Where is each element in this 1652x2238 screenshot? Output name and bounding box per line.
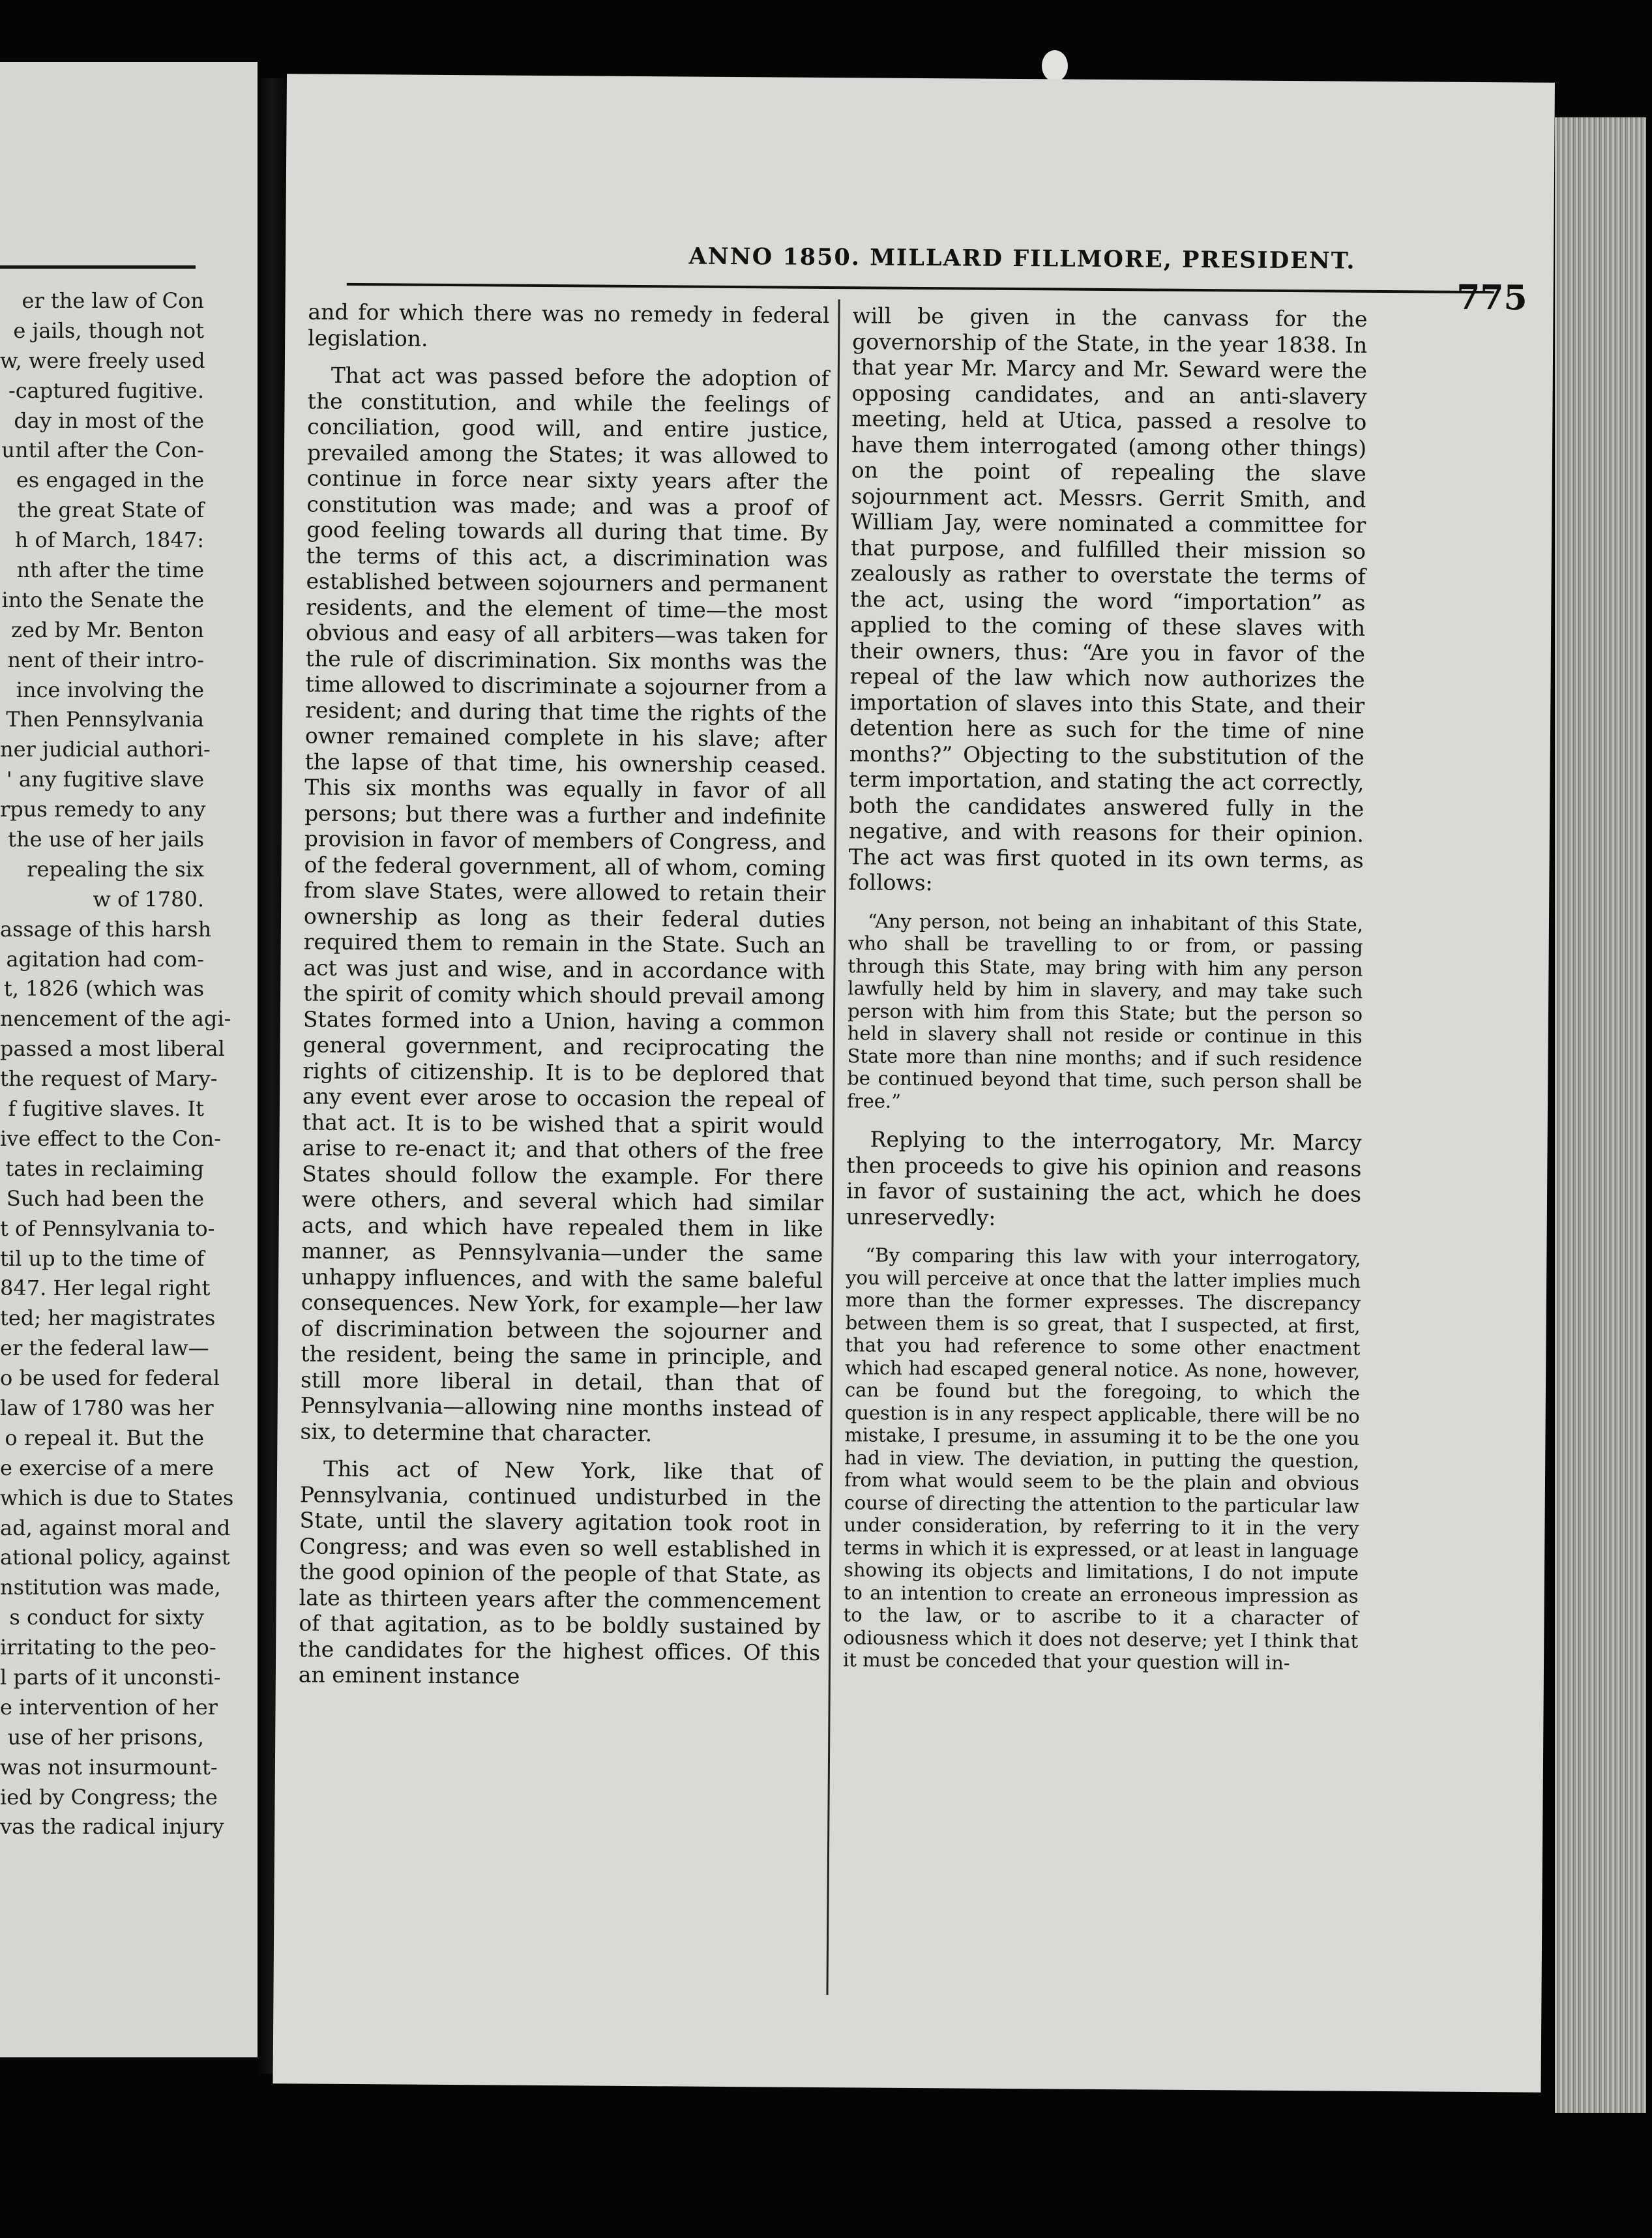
- page-number: 775: [1456, 277, 1527, 318]
- left-page-line: ad, against moral and: [0, 1515, 231, 1540]
- text-column-right: [843, 303, 1368, 1689]
- left-page-line: l parts of it unconsti-: [0, 1664, 221, 1690]
- left-page-line: rpus remedy to any: [0, 797, 206, 822]
- left-page-line: o repeal it. But the: [5, 1425, 204, 1450]
- left-page-line: which is due to States: [0, 1485, 234, 1510]
- left-page-fragment: [0, 62, 258, 2057]
- left-page-line: the request of Mary-: [0, 1066, 218, 1092]
- text-column-left: [299, 299, 830, 1691]
- left-page-line: w, were freely used: [0, 348, 205, 373]
- left-page-line: assage of this harsh: [0, 916, 212, 942]
- left-page-line: repealing the six: [27, 856, 204, 882]
- left-page-line: use of her prisons,: [7, 1724, 204, 1750]
- left-page-line: es engaged in the: [16, 468, 204, 493]
- block-quote: “By comparing this law with your interrogatory, you will perceive at once that the latter implies much more than the former expresses. The discrepancy between them is so great, that I suspected, at first, that you had reference to some other enactment which had escaped general notice. As none, however, can be found but the foregoing, to which the question is in any respect applicable, there will be no mistake, I presume, in assuming it to be the one you had in view. The deviation, in putting the question, from what would seem to be the plain and obvious course of directing the attention to the particular law under consideration, by referring to it in the very terms in which it is expressed, or at least in language showing its objects and limitations, I do not impute to an intention to create an erroneous impression as to the law, or to ascribe to it a character of odiousness which it does not deserve; yet I think that it must be conceded that your question will in-: [842, 1244, 1361, 1675]
- left-page-line: law of 1780 was her: [0, 1395, 214, 1420]
- left-page-line: into the Senate the: [1, 587, 204, 612]
- left-page-line: er the law of Con: [22, 288, 204, 313]
- left-page-line: 847. Her legal right: [0, 1276, 211, 1301]
- column-divider: [826, 299, 840, 1995]
- left-page-line: f fugitive slaves. It: [8, 1096, 204, 1122]
- left-page-line: t of Pennsylvania to-: [0, 1216, 215, 1241]
- left-page-line: ' any fugitive slave: [6, 767, 204, 792]
- left-page-line: t, 1826 (which was: [3, 976, 204, 1002]
- left-page-line: was not insurmount-: [0, 1754, 218, 1780]
- left-page-line: e jails, though not: [13, 318, 204, 343]
- paragraph: Replying to the interrogatory, Mr. Marcy then proceeds to give his opinion and reasons in favor of sustaining the act, which he does unreservedly:: [846, 1126, 1362, 1231]
- left-page-line: the use of her jails: [8, 827, 204, 852]
- left-page-line: zed by Mr. Benton: [11, 617, 204, 642]
- paragraph: That act was passed before the adoption of the constitution, and while the feelings of conciliation, good will, and entire justice, prevailed among the States; it was allowed to continue in force near sixty years after the constitution was made; and was a proof of good feeling towards all during that time. By the terms of this act, a discrimination was established between sojourners and permanent residents, and the element of time—the most obvious and easy of all arbiters—was taken for the rule of discrimination. Six months was the time allowed to discriminate a sojourner from a resident; and during that time the rights of the owner remained complete in his slave; after the lapse of that time, his ownership ceased. This six months was equally in favor of all persons; but there was a further and indefinite provision in favor of members of Congress, and of the federal government, all of whom, coming from slave States, were allowed to retain their ownership as long as their federal duties required them to remain in the State. Such an act was just and wise, and in accordance with the spirit of comity which should prevail among States formed into a Union, having a common general government, and reciprocating the rights of citizenship. It is to be deplored that any event ever arose to occasion the repeal of that act. It is to be wished that a spirit would arise to re-enact it; and that others of the free States should follow the example. For there were others, and several which had similar acts, and which have repealed them in like manner, as Pennsylvania—under the same unhappy influences, and with the same baleful consequences. New York, for example—her law of discrimination between the sojourner and the resident, being the same in principle, and still more liberal in detail, than that of Pennsylvania—allowing nine months instead of six, to determine that character.: [300, 362, 829, 1446]
- left-page-line: vas the radical injury: [0, 1814, 224, 1840]
- left-page-line: nstitution was made,: [0, 1575, 221, 1600]
- left-page-line: until after the Con-: [1, 438, 204, 463]
- paragraph: and for which there was no remedy in federal legislation.: [308, 299, 830, 351]
- left-page-line: -captured fugitive.: [8, 378, 204, 403]
- main-page: [273, 74, 1555, 2093]
- left-page-line: til up to the time of: [0, 1246, 205, 1271]
- left-page-line: irritating to the peo-: [0, 1635, 216, 1660]
- paragraph: This act of New York, like that of Pennsylvania, continued undisturbed in the State, until the slavery agitation took root in Congress; and was even so well established in the good opinion of the people of that State, as late as thirteen years after the commencement of that agitation, as to be boldly sustained by the candidates for the highest offices. Of this an eminent instance: [298, 1455, 822, 1689]
- left-page-line: h of March, 1847:: [14, 528, 204, 553]
- left-page-line: ner judicial authori-: [0, 737, 211, 762]
- running-head: ANNO 1850. MILLARD FILLMORE, PRESIDENT.: [688, 243, 1356, 275]
- left-page-line: ational policy, against: [0, 1545, 230, 1570]
- left-page-line: agitation had com-: [6, 946, 204, 972]
- left-page-line: Then Pennsylvania: [6, 707, 204, 732]
- left-page-line: day in most of the: [14, 408, 204, 433]
- left-page-line: ted; her magistrates: [0, 1306, 216, 1331]
- left-page-line: nent of their intro-: [7, 647, 204, 672]
- paragraph: will be given in the canvass for the governorship of the State, in the year 1838. In that year Mr. Marcy and Mr. Seward were the opposing candidates, and an anti-slavery meeting, held at Utica, passed a resolve to have them interrogated (among other things) on the point of repealing the slave sojournment act. Messrs. Gerrit Smith, and William Jay, were nominated a committee for that purpose, and fulfilled their mission so zealously as rather to overstate the terms of the act, using the word “importation” as applied to the coming of these slaves with their owners, thus: “Are you in favor of the repeal of the law which now authorizes the importation of slaves into this State, and their detention here as such for the time of nine months?” Objecting to the substitution of the term importation, and stating the act correctly, both the candidates answered fully in the negative, and with reasons for their opinion. The act was first quoted in its own terms, as follows:: [848, 303, 1368, 896]
- left-page-line: e intervention of her: [0, 1694, 218, 1720]
- left-page-line: tates in reclaiming: [5, 1156, 204, 1181]
- left-page-line: passed a most liberal: [0, 1036, 225, 1062]
- left-page-text: [0, 286, 234, 1842]
- left-page-line: o be used for federal: [0, 1365, 220, 1391]
- left-page-line: nencement of the agi-: [0, 1006, 231, 1032]
- left-page-line: Such had been the: [6, 1186, 204, 1211]
- left-page-line: ince involving the: [16, 677, 204, 702]
- left-page-line: e exercise of a mere: [0, 1455, 214, 1480]
- left-page-line: ive effect to the Con-: [0, 1126, 222, 1151]
- left-page-rule: [0, 265, 196, 269]
- page-edges: [1555, 117, 1646, 2113]
- left-page-line: the great State of: [17, 498, 204, 523]
- left-page-line: w of 1780.: [93, 886, 204, 912]
- left-page-line: nth after the time: [16, 558, 204, 583]
- left-page-line: ied by Congress; the: [0, 1784, 218, 1810]
- paper-blemish: [1042, 50, 1068, 82]
- left-page-line: er the federal law—: [0, 1335, 209, 1361]
- left-page-line: s conduct for sixty: [9, 1605, 204, 1630]
- block-quote: “Any person, not being an inhabitant of this State, who shall be travelling to or from, or passing through this State, may bring with him any person lawfully held by him in slavery, and may take such person with him from this State; but the person so held in slavery shall not reside or continue in this State more than nine months; and if such residence be continued beyond that time, such person shall be free.”: [846, 909, 1364, 1112]
